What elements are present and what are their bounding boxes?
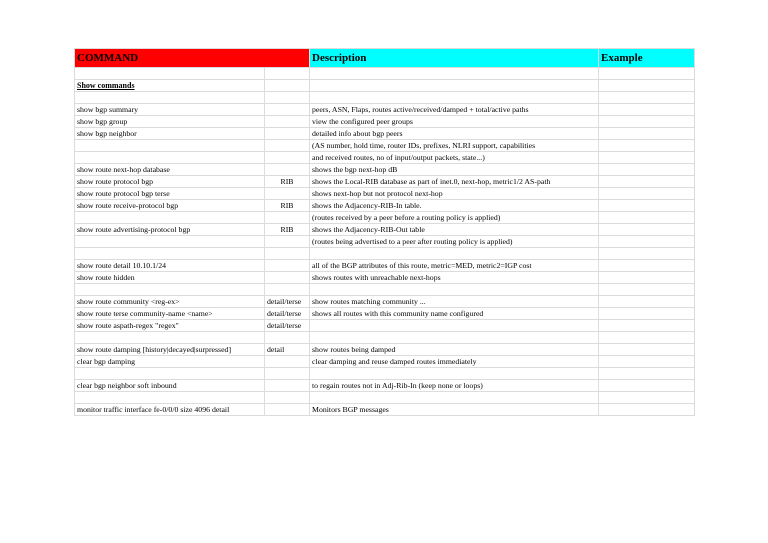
table-row <box>75 248 695 260</box>
example-cell[interactable] <box>599 200 695 212</box>
flag-cell[interactable] <box>265 116 310 128</box>
header-example[interactable]: Example <box>599 49 695 68</box>
command-cell[interactable]: show bgp neighbor <box>75 128 265 140</box>
table-row <box>75 140 695 152</box>
command-cell[interactable]: show route advertising-protocol bgp <box>75 224 265 236</box>
command-cell[interactable]: show route damping [history|decayed|surpressed] <box>75 344 265 356</box>
example-cell[interactable] <box>599 272 695 284</box>
example-cell[interactable] <box>599 368 695 380</box>
command-cell[interactable]: monitor traffic interface fe-0/0/0 size 4096 detail <box>75 404 265 416</box>
command-cell[interactable]: show route next-hop database <box>75 164 265 176</box>
cell[interactable] <box>310 80 599 92</box>
flag-cell[interactable] <box>265 104 310 116</box>
flag-cell[interactable]: RIB <box>265 200 310 212</box>
table-row <box>75 296 695 308</box>
command-cell[interactable]: show route aspath-regex "regex" <box>75 320 265 332</box>
flag-cell[interactable] <box>265 356 310 368</box>
cell[interactable] <box>310 68 599 80</box>
example-cell[interactable] <box>599 128 695 140</box>
flag-cell[interactable] <box>265 284 310 296</box>
table-row <box>75 128 695 140</box>
table-row <box>75 164 695 176</box>
description-cell[interactable]: (AS number, hold time, router IDs, prefixes, NLRI support, capabilities <box>310 140 599 152</box>
table-row <box>75 224 695 236</box>
flag-cell[interactable] <box>265 236 310 248</box>
section-row <box>75 80 695 92</box>
example-cell[interactable] <box>599 212 695 224</box>
table-row <box>75 260 695 272</box>
flag-cell[interactable] <box>265 152 310 164</box>
table-row <box>75 188 695 200</box>
description-cell[interactable]: shows the Adjacency-RIB-Out table <box>310 224 599 236</box>
description-cell[interactable] <box>310 368 599 380</box>
table-row <box>75 236 695 248</box>
cell[interactable] <box>75 92 265 104</box>
table-row <box>75 380 695 392</box>
description-cell[interactable]: view the configured peer groups <box>310 116 599 128</box>
command-cell[interactable]: show route protocol bgp <box>75 176 265 188</box>
table-row <box>75 320 695 332</box>
example-cell[interactable] <box>599 224 695 236</box>
table-row <box>75 176 695 188</box>
command-cell[interactable]: clear bgp neighbor soft inbound <box>75 380 265 392</box>
flag-cell[interactable]: detail/terse <box>265 308 310 320</box>
table-row <box>75 356 695 368</box>
description-cell[interactable]: show routes matching community ... <box>310 296 599 308</box>
flag-cell[interactable] <box>265 272 310 284</box>
flag-cell[interactable] <box>265 260 310 272</box>
description-cell[interactable]: clear damping and reuse damped routes immediately <box>310 356 599 368</box>
example-cell[interactable] <box>599 248 695 260</box>
command-cell[interactable] <box>75 236 265 248</box>
flag-cell[interactable] <box>265 404 310 416</box>
description-cell[interactable]: Monitors BGP messages <box>310 404 599 416</box>
command-cell[interactable]: show bgp group <box>75 116 265 128</box>
command-cell[interactable] <box>75 392 265 404</box>
example-cell[interactable] <box>599 404 695 416</box>
flag-cell[interactable]: detail/terse <box>265 296 310 308</box>
cell[interactable] <box>599 68 695 80</box>
description-cell[interactable]: shows next-hop but not protocol next-hop <box>310 188 599 200</box>
description-cell[interactable]: show routes being damped <box>310 344 599 356</box>
example-cell[interactable] <box>599 140 695 152</box>
command-cell[interactable]: show route community <reg-ex> <box>75 296 265 308</box>
flag-cell[interactable] <box>265 212 310 224</box>
example-cell[interactable] <box>599 296 695 308</box>
example-cell[interactable] <box>599 392 695 404</box>
command-cell[interactable] <box>75 368 265 380</box>
table-row <box>75 152 695 164</box>
flag-cell[interactable] <box>265 248 310 260</box>
example-cell[interactable] <box>599 260 695 272</box>
description-cell[interactable]: shows the Local-RIB database as part of inet.0, next-hop, metric1/2 AS-path <box>310 176 599 188</box>
cell[interactable] <box>75 68 265 80</box>
description-cell[interactable] <box>310 320 599 332</box>
spreadsheet <box>74 48 694 416</box>
example-cell[interactable] <box>599 332 695 344</box>
description-cell[interactable] <box>310 248 599 260</box>
example-cell[interactable] <box>599 104 695 116</box>
table-row <box>75 212 695 224</box>
description-cell[interactable] <box>310 332 599 344</box>
example-cell[interactable] <box>599 236 695 248</box>
description-cell[interactable]: (routes received by a peer before a routing policy is applied) <box>310 212 599 224</box>
flag-cell[interactable]: detail <box>265 344 310 356</box>
command-cell[interactable]: show route protocol bgp terse <box>75 188 265 200</box>
section-title[interactable]: Show commands <box>75 80 265 92</box>
flag-cell[interactable] <box>265 140 310 152</box>
example-cell[interactable] <box>599 344 695 356</box>
cell[interactable] <box>599 80 695 92</box>
command-cell[interactable] <box>75 140 265 152</box>
example-cell[interactable] <box>599 176 695 188</box>
flag-cell[interactable]: RIB <box>265 176 310 188</box>
description-cell[interactable] <box>310 392 599 404</box>
flag-cell[interactable]: detail/terse <box>265 320 310 332</box>
table-row <box>75 392 695 404</box>
blank-row <box>75 92 695 104</box>
command-cell[interactable]: show route receive-protocol bgp <box>75 200 265 212</box>
flag-cell[interactable] <box>265 368 310 380</box>
table-row <box>75 116 695 128</box>
description-cell[interactable]: and received routes, no of input/output packets, state...) <box>310 152 599 164</box>
description-cell[interactable]: shows the Adjacency-RIB-In table. <box>310 200 599 212</box>
command-cell[interactable] <box>75 152 265 164</box>
example-cell[interactable] <box>599 320 695 332</box>
flag-cell[interactable] <box>265 128 310 140</box>
command-cell[interactable]: show route detail 10.10.1/24 <box>75 260 265 272</box>
example-cell[interactable] <box>599 356 695 368</box>
flag-cell[interactable] <box>265 380 310 392</box>
cell[interactable] <box>265 92 310 104</box>
table-row <box>75 272 695 284</box>
blank-row <box>75 68 695 80</box>
table-row <box>75 344 695 356</box>
command-cell[interactable]: show bgp summary <box>75 104 265 116</box>
header-command[interactable]: COMMAND <box>75 49 310 68</box>
description-cell[interactable] <box>310 284 599 296</box>
description-cell[interactable]: shows the bgp next-hop dB <box>310 164 599 176</box>
table-row <box>75 308 695 320</box>
command-cell[interactable] <box>75 332 265 344</box>
flag-cell[interactable] <box>265 392 310 404</box>
example-cell[interactable] <box>599 380 695 392</box>
example-cell[interactable] <box>599 116 695 128</box>
command-cell[interactable]: show route terse community-name <name> <box>75 308 265 320</box>
description-cell[interactable]: (routes being advertised to a peer after routing policy is applied) <box>310 236 599 248</box>
cell[interactable] <box>265 68 310 80</box>
command-cell[interactable] <box>75 248 265 260</box>
cell[interactable] <box>265 80 310 92</box>
table-row <box>75 284 695 296</box>
header-description[interactable]: Description <box>310 49 599 68</box>
command-cell[interactable] <box>75 284 265 296</box>
flag-cell[interactable] <box>265 332 310 344</box>
example-cell[interactable] <box>599 308 695 320</box>
commands-table <box>74 48 695 416</box>
header-row <box>75 49 695 68</box>
description-cell[interactable]: detailed info about bgp peers <box>310 128 599 140</box>
table-row <box>75 104 695 116</box>
table-row <box>75 368 695 380</box>
table-row <box>75 332 695 344</box>
table-row <box>75 404 695 416</box>
flag-cell[interactable]: RIB <box>265 224 310 236</box>
description-cell[interactable]: peers, ASN, Flaps, routes active/received/damped + total/active paths <box>310 104 599 116</box>
description-cell[interactable]: to regain routes not in Adj-Rib-In (keep none or loops) <box>310 380 599 392</box>
example-cell[interactable] <box>599 188 695 200</box>
flag-cell[interactable] <box>265 188 310 200</box>
description-cell[interactable]: all of the BGP attributes of this route, metric=MED, metric2=IGP cost <box>310 260 599 272</box>
example-cell[interactable] <box>599 164 695 176</box>
cell[interactable] <box>310 92 599 104</box>
description-cell[interactable]: shows routes with unreachable next-hops <box>310 272 599 284</box>
example-cell[interactable] <box>599 152 695 164</box>
table-row <box>75 200 695 212</box>
command-cell[interactable]: show route hidden <box>75 272 265 284</box>
example-cell[interactable] <box>599 284 695 296</box>
command-cell[interactable]: clear bgp damping <box>75 356 265 368</box>
command-cell[interactable] <box>75 212 265 224</box>
flag-cell[interactable] <box>265 164 310 176</box>
description-cell[interactable]: shows all routes with this community name configured <box>310 308 599 320</box>
cell[interactable] <box>599 92 695 104</box>
